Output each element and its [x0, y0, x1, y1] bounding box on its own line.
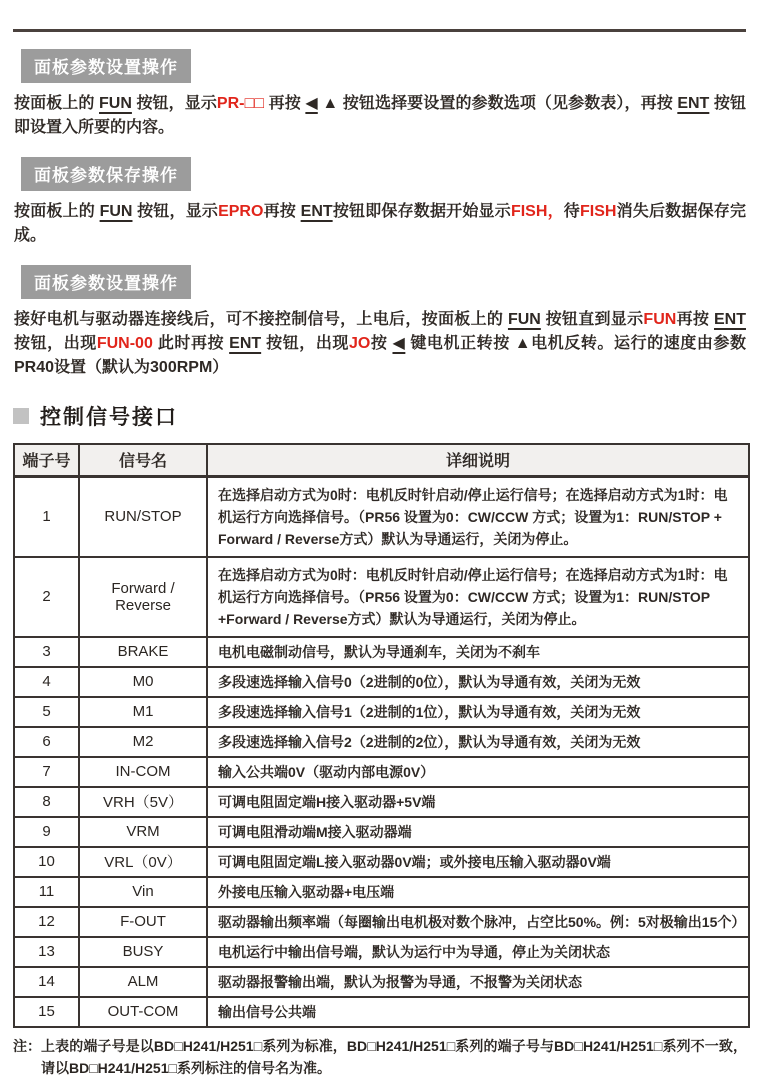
signal-cell: M1 [79, 697, 207, 727]
desc-cell: 在选择启动方式为0时：电机反时针启动/停止运行信号；在选择启动方式为1时：电机运行方向选择信号。（PR56 设置为0：CW/CCW 方式；设置为1：RUN/STOP + Forward / Reverse方式）默认为导通运行，关闭为停止。 [207, 476, 749, 557]
desc-cell: 电机电磁制动信号，默认为导通刹车，关闭为不刹车 [207, 637, 749, 667]
terminal-cell: 14 [14, 967, 79, 997]
terminal-cell: 8 [14, 787, 79, 817]
terminal-cell: 1 [14, 476, 79, 557]
table-header-row [14, 444, 749, 476]
table-row [14, 967, 749, 997]
desc-cell: 可调电阻滑动端M接入驱动器端 [207, 817, 749, 847]
signal-cell: OUT-COM [79, 997, 207, 1027]
desc-cell: 输入公共端0V（驱动内部电源0V） [207, 757, 749, 787]
desc-cell: 多段速选择输入信号1（2进制的1位），默认为导通有效，关闭为无效 [207, 697, 749, 727]
table-row [14, 847, 749, 877]
footnote [13, 1035, 747, 1079]
section-panel-save [13, 140, 747, 248]
signal-cell: BUSY [79, 937, 207, 967]
header-terminal: 端子号 [14, 444, 79, 476]
signal-cell: F-OUT [79, 907, 207, 937]
section-title-text: 控制信号接口 [40, 406, 178, 429]
section-badge: 面板参数设置操作 [21, 265, 191, 299]
terminal-cell: 7 [14, 757, 79, 787]
table-row [14, 637, 749, 667]
signal-cell: RUN/STOP [79, 476, 207, 557]
desc-cell: 在选择启动方式为0时：电机反时针启动/停止运行信号；在选择启动方式为1时：电机运行方向选择信号。（PR56 设置为0：CW/CCW 方式；设置为1：RUN/STOP +Forward / Reverse方式）默认为导通运行，关闭为停止。 [207, 557, 749, 637]
desc-cell: 外接电压输入驱动器+电压端 [207, 877, 749, 907]
table-row [14, 557, 749, 637]
signal-cell: ALM [79, 967, 207, 997]
footnote-label: 注： [13, 1037, 41, 1054]
desc-cell: 驱动器报警输出端，默认为报警为导通，不报警为关闭状态 [207, 967, 749, 997]
terminal-cell: 3 [14, 637, 79, 667]
signal-cell: VRL（0V） [79, 847, 207, 877]
control-signal-title [13, 401, 761, 431]
desc-cell: 可调电阻固定端H接入驱动器+5V端 [207, 787, 749, 817]
header-description: 详细说明 [207, 444, 749, 476]
section-panel-set-1 [13, 32, 747, 140]
terminal-cell: 15 [14, 997, 79, 1027]
footnote-text: 上表的端子号是以BD□H241/H251□系列为标准，BD□H241/H251□系列的端子号与BD□H241/H251□系列不一致，请以BD□H241/H251□系列标注的信号名为准。 [41, 1037, 747, 1076]
section-badge: 面板参数保存操作 [21, 157, 191, 191]
table-row [14, 907, 749, 937]
table-row [14, 817, 749, 847]
section-paragraph: 按面板上的 FUN 按钮，显示PR-□□ 再按 ◀ ▲ 按钮选择要设置的参数选项（见参数表），再按 ENT 按钮即设置入所要的内容。 [14, 95, 746, 136]
table-row [14, 697, 749, 727]
signal-cell: VRM [79, 817, 207, 847]
section-paragraph: 接好电机与驱动器连接线后，可不接控制信号，上电后，按面板上的 FUN 按钮直到显示FUN再按 ENT按钮，出现FUN-00 此时再按 ENT 按钮，出现JO按 ◀ 键电机正转按 ▲电机反转。运行的速度由参数PR40设置（默认为300RPM） [14, 311, 746, 376]
terminal-cell: 4 [14, 667, 79, 697]
desc-cell: 驱动器输出频率端（每圈输出电机极对数个脉冲，占空比50%。例：5对极输出15个） [207, 907, 749, 937]
table-row [14, 667, 749, 697]
table-row [14, 757, 749, 787]
section-panel-set-2 [13, 248, 747, 380]
desc-cell: 多段速选择输入信号2（2进制的2位），默认为导通有效，关闭为无效 [207, 727, 749, 757]
table-row [14, 877, 749, 907]
manual-page [0, 29, 761, 1076]
terminal-cell: 10 [14, 847, 79, 877]
signal-cell: M2 [79, 727, 207, 757]
desc-cell: 电机运行中输出信号端，默认为运行中为导通，停止为关闭状态 [207, 937, 749, 967]
terminal-cell: 5 [14, 697, 79, 727]
signal-cell: BRAKE [79, 637, 207, 667]
table-row [14, 727, 749, 757]
signal-cell: Vin [79, 877, 207, 907]
control-signal-table [13, 443, 750, 1028]
terminal-cell: 13 [14, 937, 79, 967]
table-row [14, 476, 749, 557]
square-bullet-icon [13, 408, 29, 424]
header-signal: 信号名 [79, 444, 207, 476]
section-paragraph: 按面板上的 FUN 按钮，显示EPRO再按 ENT按钮即保存数据开始显示FISH，待FISH消失后数据保存完成。 [14, 203, 746, 244]
desc-cell: 可调电阻固定端L接入驱动器0V端；或外接电压输入驱动器0V端 [207, 847, 749, 877]
signal-cell: Forward / Reverse [79, 557, 207, 637]
terminal-cell: 2 [14, 557, 79, 637]
terminal-cell: 12 [14, 907, 79, 937]
table-row [14, 997, 749, 1027]
desc-cell: 输出信号公共端 [207, 997, 749, 1027]
signal-cell: IN-COM [79, 757, 207, 787]
section-badge: 面板参数设置操作 [21, 49, 191, 83]
signal-cell: VRH（5V） [79, 787, 207, 817]
table-row [14, 787, 749, 817]
desc-cell: 多段速选择输入信号0（2进制的0位），默认为导通有效，关闭为无效 [207, 667, 749, 697]
signal-cell: M0 [79, 667, 207, 697]
table-row [14, 937, 749, 967]
terminal-cell: 11 [14, 877, 79, 907]
terminal-cell: 9 [14, 817, 79, 847]
terminal-cell: 6 [14, 727, 79, 757]
